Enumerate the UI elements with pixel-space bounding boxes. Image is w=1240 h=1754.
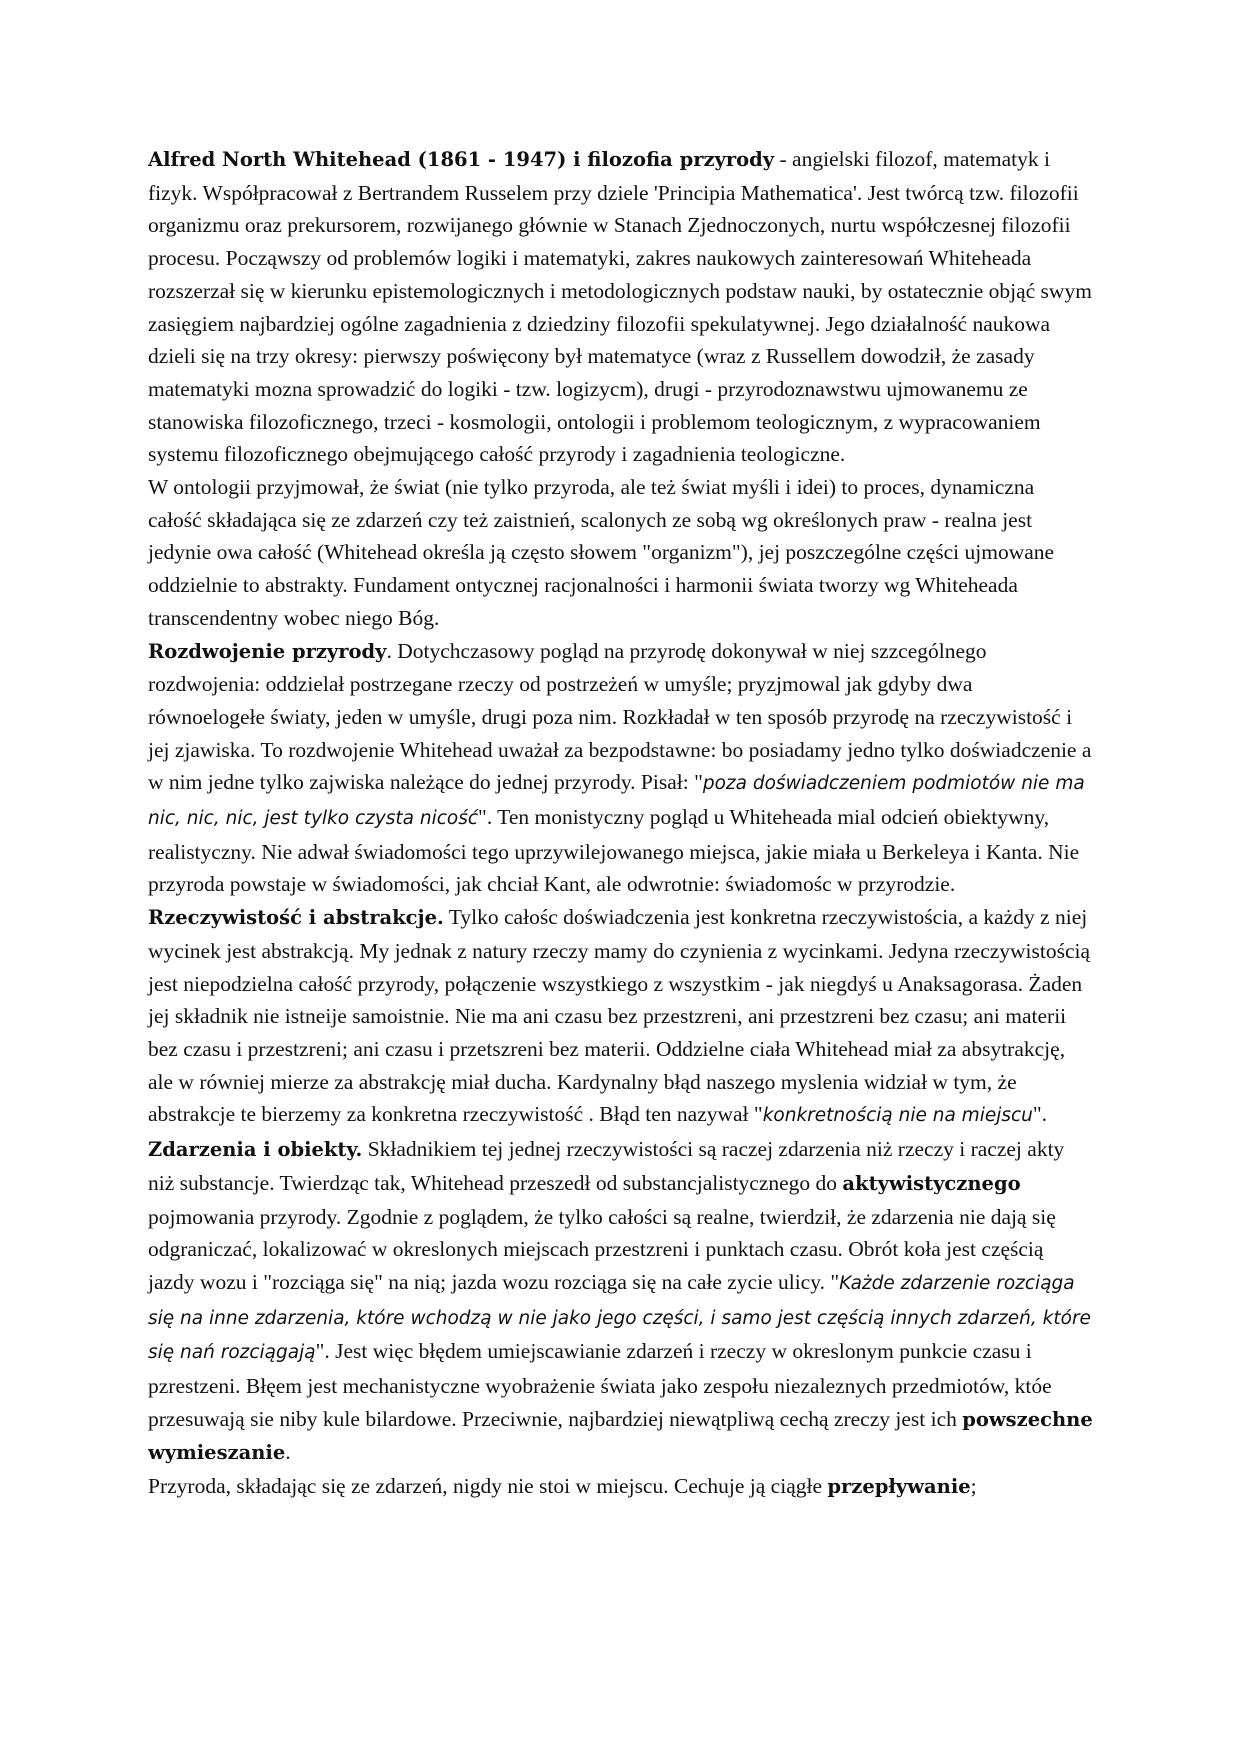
paragraph-text: ". [1032, 1102, 1048, 1127]
paragraph-text: Składnikiem tej jednej rzeczywistości są raczej zdarzenia niż rzeczy i raczej akty niż substancje. Twierdząc tak, Whitehead przeszedł od substancjalistycznego do [148, 1137, 1065, 1195]
document-page [148, 143, 1093, 1504]
paragraph-zdarzenia [148, 1133, 1093, 1470]
paragraph-text: ". Jest więc błędem umiejscawianie zdarzeń i rzeczy w okreslonym punkcie czasu i pzrestzeni. Błęem jest mechanistyczne wyobrażenie świata jako zespołu niezaleznych przedmiotów, któe przesuwają sie niby kule bilardowe. Przeciwnie, najbardziej niewątpliwą cechą zreczy jest ich [148, 1339, 1052, 1431]
quote-italic: poza doświadczeniem podmiotów nie ma nic, nic, nic, jest tylko czysta nicość [148, 773, 1085, 830]
heading-zdarzenia: Zdarzenia i obiekty. [148, 1138, 363, 1162]
quote-italic: konkretnością nie na miejscu [762, 1105, 1033, 1127]
paragraph-text: pojmowania przyrody. Zgodnie z poglądem, że tylko całości są realne, twierdził, że zdarzenia nie dają się odgraniczać, lokalizować w okreslonych miejscach przestzreni i punktach czasu. Obrót koła jest częścią jazdy wozu i "rozciąga się" na nią; jazda wozu rozciąga się na całe zycie ulicy. " [148, 1204, 1056, 1294]
paragraph-rozdwojenie [148, 635, 1093, 902]
paragraph-ontology [148, 471, 1093, 635]
paragraph-przyroda [148, 1470, 1093, 1504]
paragraph-text: . [285, 1440, 291, 1465]
paragraph-text: ; [970, 1474, 977, 1499]
paragraph-text: . Dotychczasowy pogląd na przyrodę dokonywał w niej szzcególnego rozdwojenia: oddzielał postrzegane rzeczy od postrzeżeń w umyśle; pryzjmowal jak gdyby dwa równoelogełe światy, jeden w umyśle, drugi poza nim. Rozkładał w ten sposób przyrodę na rzeczywistość i jej zjawiska. To rozdwojenie Whitehead uważał za bezpodstawne: bo posiadamy jedno tylko doświadczenie a w nim jedne tylko zajwiska należące do jednej przyrody. Pisał: " [148, 638, 1092, 795]
heading-rozdwojenie: Rozdwojenie przyrody [148, 639, 387, 663]
paragraph-text: ". Ten monistyczny pogląd u Whiteheada mial odcień obiektywny, realistyczny. Nie adwał świadomości tego uprzywilejowanego miejsca, jakie miała u Berkeleya i Kanta. Nie przyroda powstaje w świadomości, jak chciał Kant, ale odwrotnie: świadomośc w przyrodzie. [148, 805, 1080, 897]
quote-italic: Każde zdarzenie rozciąga się na inne zdarzenia, które wchodzą w nie jako jego części, i samo jest częścią innych zdarzeń, które się nań rozciągają [148, 1272, 1091, 1364]
paragraph-text: - angielski filozof, matematyk i fizyk. Współpracował z Bertrandem Russelem przy dziele 'Principia Mathematica'. Jest twórcą tzw. filozofii organizmu oraz prekursorem, rozwijanego głównie w Stanach Zjednoczonych, nurtu współczesnej filozofii procesu. Począwszy od problemów logiki i matematyki, zakres naukowych zainteresowań Whiteheada rozszerzał się w kierunku epistemologicznych i metodologicznych podstaw nauki, by ostatecznie objąć swym zasięgiem najbardziej ogólne zagadnienia z dziedziny filozofii spekulatywnej. Jego działalność naukowa dzieli się na trzy okresy: pierwszy poświęcony był matematyce (wraz z Russellem dowodził, że zasady matematyki mozna sprowadzić do logiki - tzw. logizycm), drugi - przyrodoznawstwu ujmowanemu ze stanowiska filozoficznego, trzeci - kosmologii, ontologii i problemom teologicznym, z wypracowaniem systemu filozoficznego obejmującego całość przyrody i zagadnienia teologiczne. [148, 147, 1092, 467]
paragraph-text: W ontologii przyjmował, że świat (nie tylko przyroda, ale też świat myśli i idei) to proces, dynamiczna całość składająca się ze zdarzeń czy też zaistnień, scalonych ze sobą wg określonych praw - realna jest jedynie owa całość (Whitehead określa ją często słowem "organizm"), jej poszczególne części ujmowane oddzielnie to abstrakty. Fundament ontycznej racjonalności i harmonii świata tworzy wg Whiteheada transcendentny wobec niego Bóg. [148, 475, 1055, 630]
paragraph-text: Przyroda, składając się ze zdarzeń, nigdy nie stoi w miejscu. Cechuje ją ciągłe [148, 1474, 828, 1499]
bold-term: aktywistycznego [842, 1171, 1021, 1195]
heading-whitehead: Alfred North Whitehead (1861 - 1947) i filozofia przyrody [148, 148, 775, 171]
heading-abstrakcje: Rzeczywistość i abstrakcje. [148, 906, 444, 930]
bold-term: powszechne wymieszanie [148, 1407, 1093, 1465]
bold-term: przepływanie [827, 1475, 971, 1499]
paragraph-text: Tylko całośc doświadczenia jest konkretna rzeczywistościa, a każdy z niej wycinek jest abstrakcją. My jednak z natury rzeczy mamy do czynienia z wycinkami. Jedyna rzeczywistością jest niepodzielna całość przyrody, połączenie wszystkiego z wszystkim - jak niegdyś u Anaksagorasa. Żaden jej składnik nie istneije samoistnie. Nie ma ani czasu bez przestzreni, ani przestzreni bez czasu; ani materii bez czasu i przestzreni; ani czasu i przetszreni bez materii. Oddzielne ciała Whitehead miał za absytrakcję, ale w równiej mierze za abstrakcję miał ducha. Kardynalny błąd naszego myslenia widział w tym, że abstrakcje te bierzemy za konkretna rzeczywistość . Błąd ten nazywał " [148, 905, 1091, 1127]
paragraph-intro [148, 143, 1093, 471]
paragraph-abstrakcje [148, 901, 1093, 1133]
